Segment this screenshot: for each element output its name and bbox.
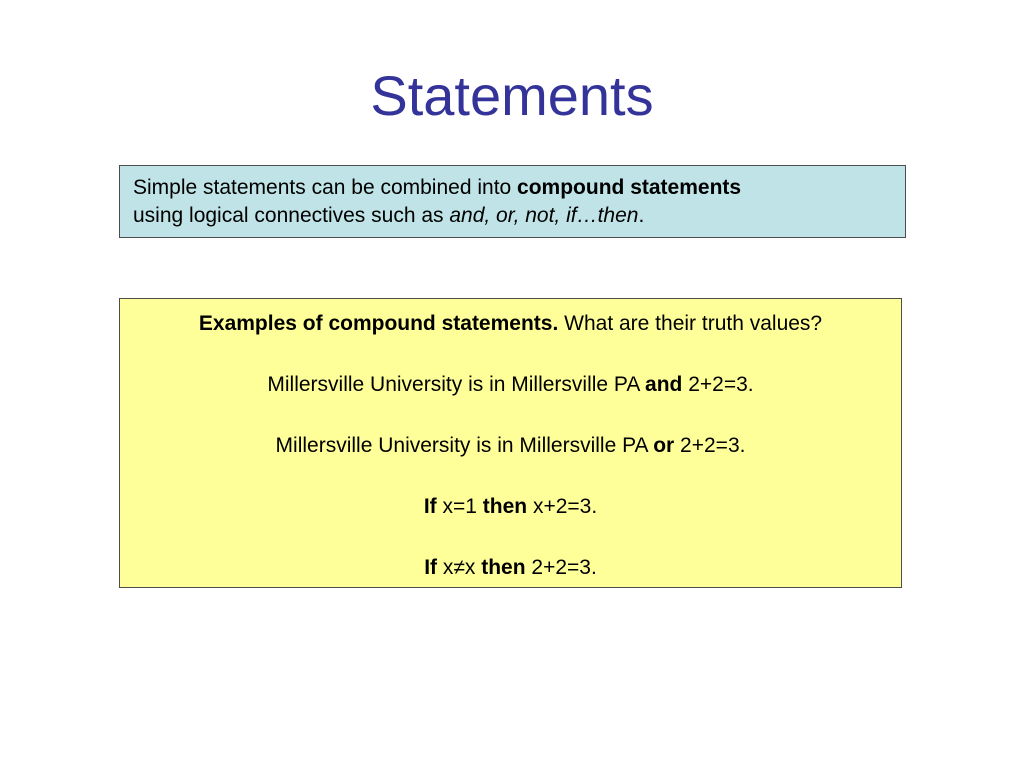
example-item <box>120 493 901 521</box>
definition-text: Simple statements can be combined into <box>133 176 518 199</box>
connectives-list: and, or, not, if…then <box>449 204 639 227</box>
definition-text: using logical connectives such as <box>133 204 450 227</box>
example-text: 2+2=3. <box>525 556 597 579</box>
slide-title: Statements <box>370 64 654 127</box>
example-text: 2+2=3. <box>674 434 746 457</box>
example-text: x=1 <box>436 495 483 518</box>
example-text: x≠x <box>437 556 482 579</box>
example-item <box>120 554 901 582</box>
example-item <box>120 371 901 399</box>
example-text: 2+2=3. <box>682 373 754 396</box>
example-item <box>120 432 901 460</box>
connective-and: and <box>645 373 683 396</box>
examples-heading-bold: Examples of compound statements. <box>198 312 559 335</box>
example-text: x+2=3. <box>527 495 598 518</box>
examples-heading-question: What are their truth values? <box>558 312 823 335</box>
examples-heading <box>120 310 901 338</box>
connective-or: or <box>653 434 675 457</box>
definition-period: . <box>638 204 645 227</box>
definition-line-2 <box>133 202 893 230</box>
definition-box <box>119 165 906 238</box>
connective-then: then <box>482 495 528 518</box>
example-text: Millersville University is in Millersville PA <box>275 434 654 457</box>
connective-if: If <box>423 495 437 518</box>
compound-statements-term: compound statements <box>517 176 742 199</box>
connective-then: then <box>481 556 526 579</box>
examples-box <box>119 298 902 588</box>
example-text: Millersville University is in Millersville PA <box>267 373 646 396</box>
definition-line-1 <box>133 174 893 202</box>
connective-if: If <box>424 556 438 579</box>
